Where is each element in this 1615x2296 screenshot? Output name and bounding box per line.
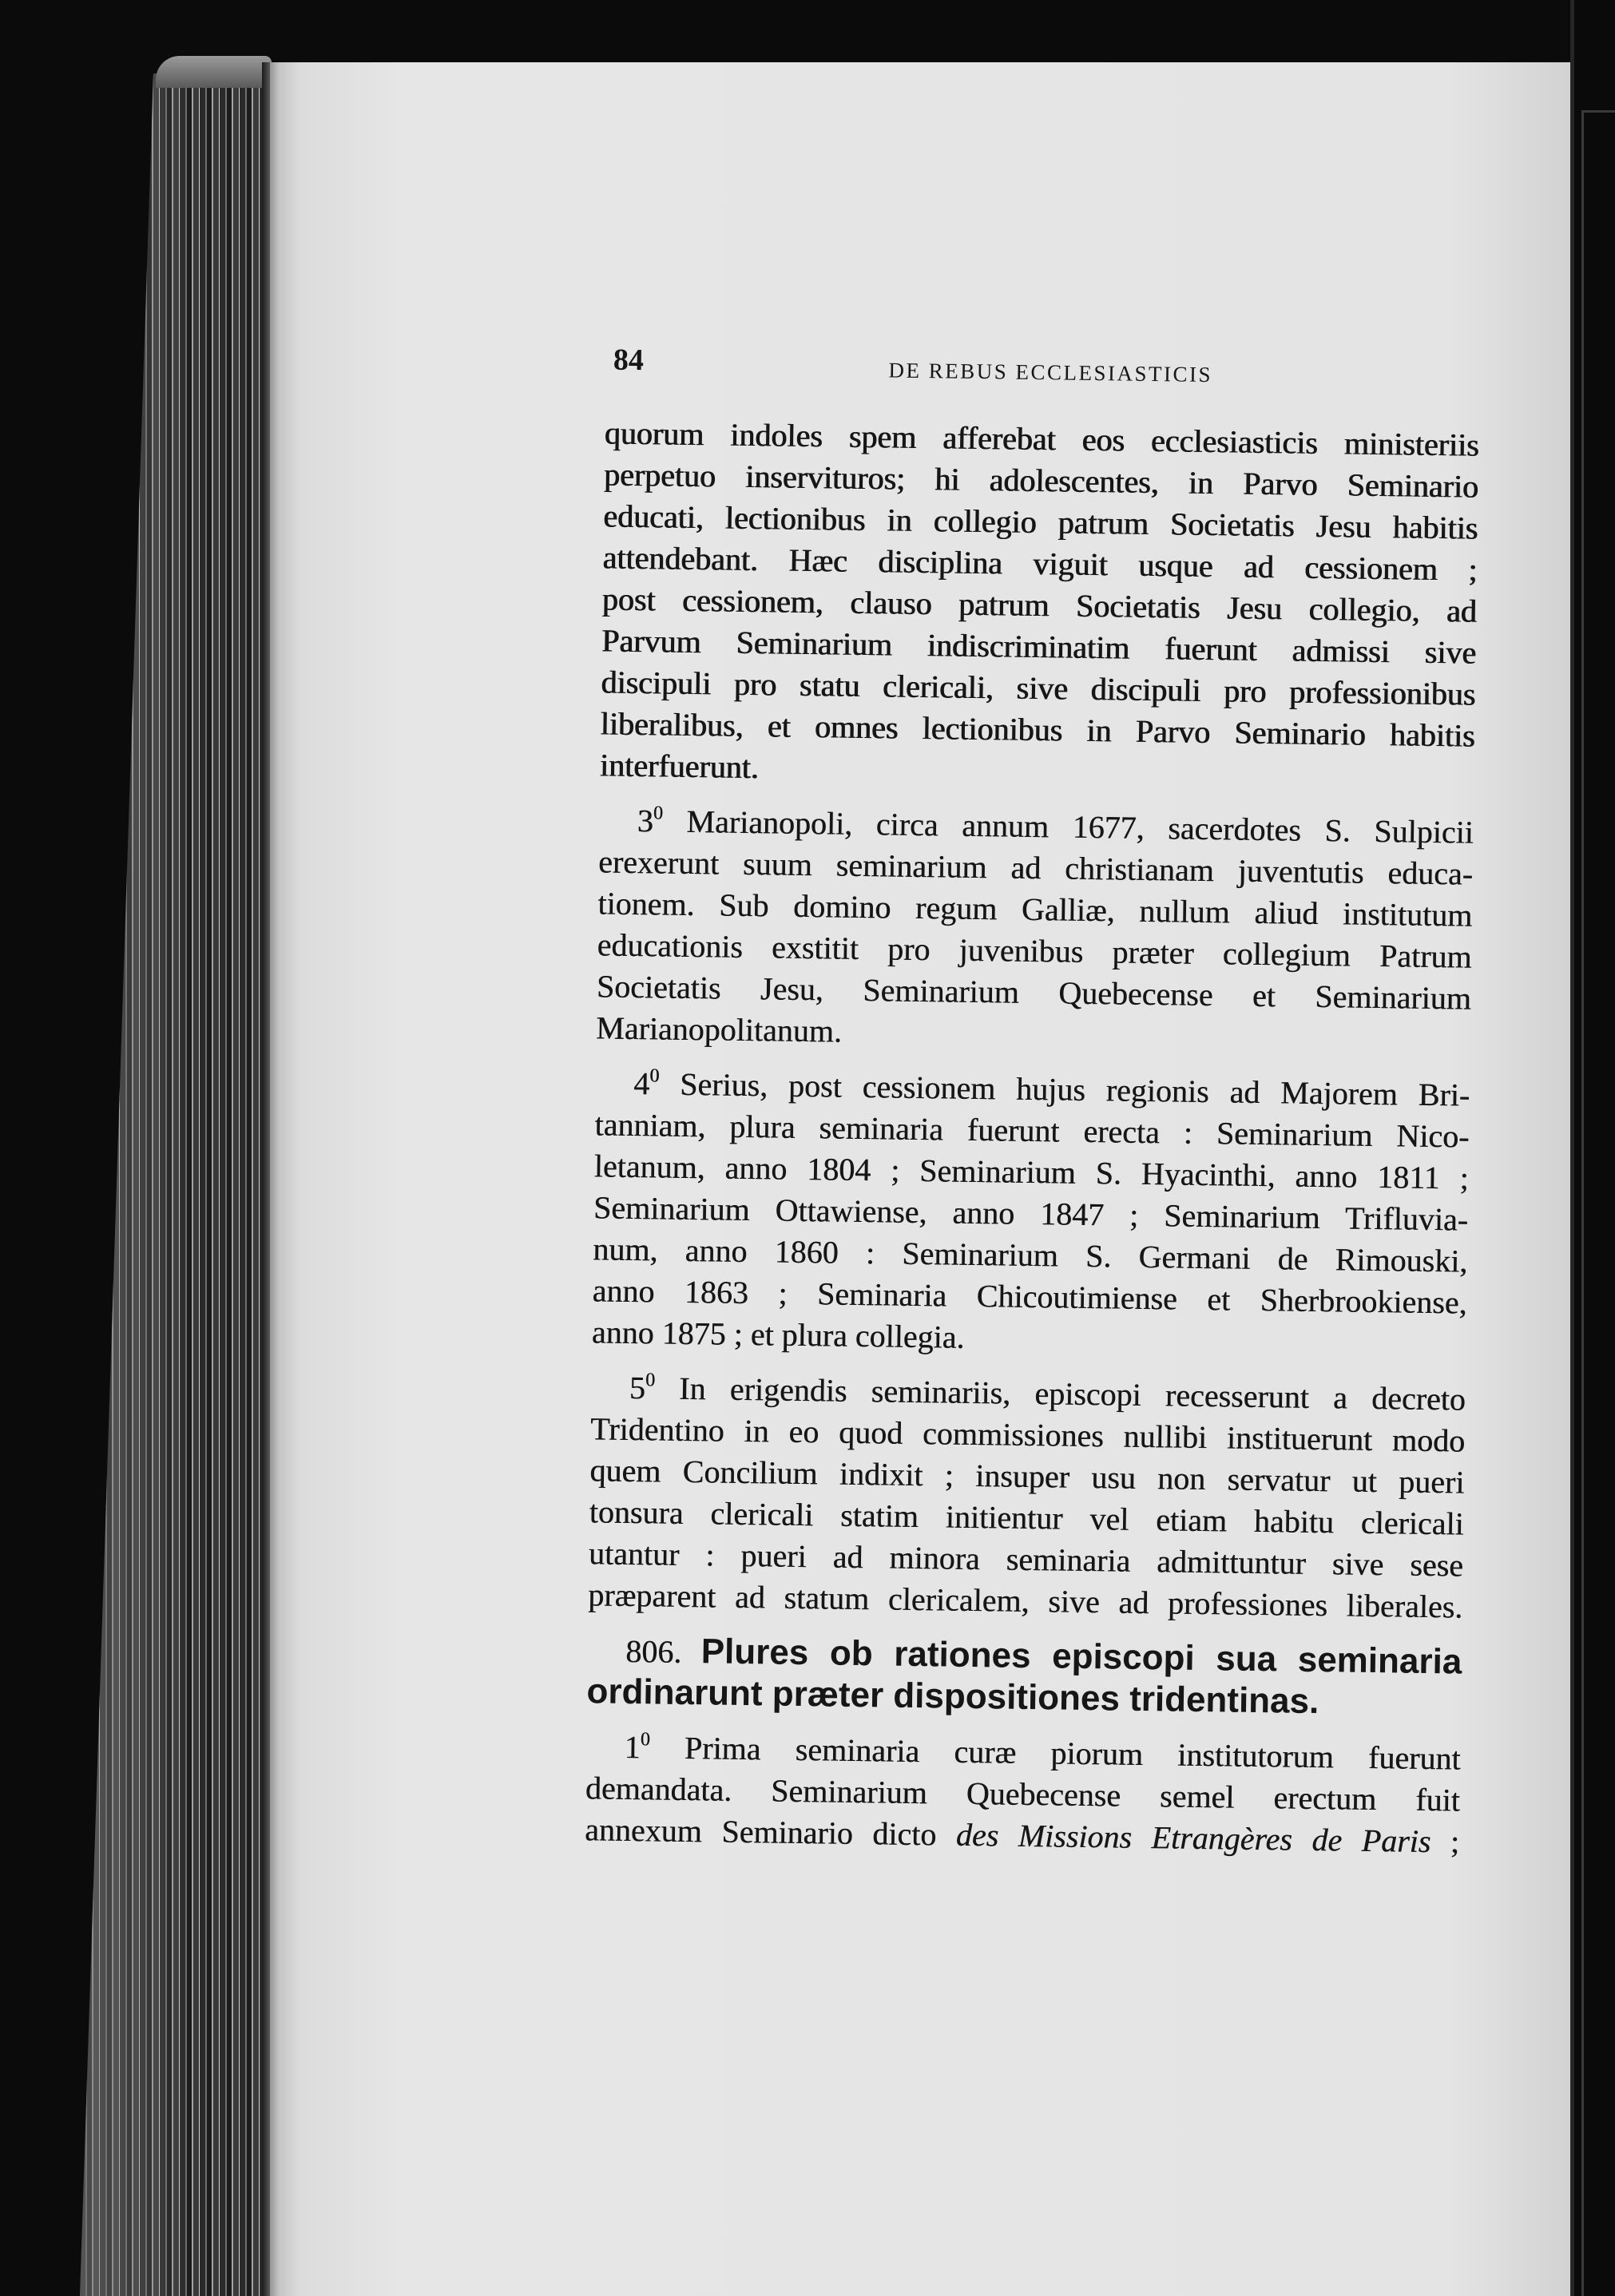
paragraph-806-1 (585, 1726, 1461, 1862)
text-line: tanniam, plura seminaria fuerunt erecta : Seminarium Nico- (594, 1106, 1470, 1155)
paragraph-number-superscript: 0 (640, 1729, 650, 1751)
page-edge-shadow (262, 62, 270, 2296)
text-line: quorum indoles spem afferebat eos ecclesiasticis ministeriis (604, 414, 1479, 463)
text-line: discipuli pro statu clericali, sive discipuli pro professionibus (600, 664, 1476, 712)
paragraph-number: 5 (629, 1369, 646, 1406)
paragraph-number-superscript: 0 (653, 803, 664, 824)
section-title-continued: ordinarunt præter dispositiones tridentinas. (586, 1671, 1319, 1722)
section-title: Plures ob rationes episcopi sua seminaria (700, 1632, 1462, 1682)
text-line: tionem. Sub domino regum Galliæ, nullum aliud institutum (597, 885, 1473, 934)
line-text: Prima seminaria curæ piorum institutorum fuerunt (684, 1729, 1461, 1777)
text-line: quem Concilium indixit ; insuper usu non servatur ut pueri (589, 1452, 1465, 1501)
line-text: ; (1430, 1823, 1460, 1860)
paragraph-number-superscript: 0 (645, 1370, 656, 1391)
line-text: annexum Seminario dicto (584, 1811, 957, 1853)
paragraph-number: 4 (633, 1065, 650, 1102)
text-line: anno 1875 ; et plura collegia. (591, 1314, 965, 1355)
text-line: num, anno 1860 : Seminarium S. Germani de Rimouski, (593, 1231, 1468, 1279)
text-line: Seminarium Ottawiense, anno 1847 ; Seminarium Trifluvia- (593, 1189, 1469, 1238)
book-fore-edge (80, 73, 272, 2296)
book-fore-edge-top (156, 56, 272, 88)
text-line: demandata. Seminarium Quebecense semel erectum fuit (585, 1770, 1461, 1818)
scan-frame-line (1581, 110, 1615, 2296)
text-line: interfuerunt. (599, 747, 759, 786)
text-line: præparent ad statum clericalem, sive ad professiones liberales. (587, 1576, 1463, 1625)
line-text: Marianopoli, circa annum 1677, sacerdotes S. Sulpicii (686, 803, 1474, 851)
paragraph-number-superscript: 0 (649, 1065, 660, 1087)
text-line: Societatis Jesu, Seminarium Quebecense et Seminarium (596, 968, 1472, 1017)
text-line: Tridentino in eo quod commissiones nullibi instituerunt modo (589, 1410, 1466, 1459)
paragraph-5 (588, 1366, 1466, 1628)
text-line: utantur : pueri ad minora seminaria admittuntur sive sese (588, 1535, 1464, 1584)
text-line: erexerunt suum seminarium ad christianam juventutis educa- (597, 843, 1474, 892)
text-line: educati, lectionibus in collegio patrum Societatis Jesu habitis (602, 498, 1478, 546)
paragraph-number: 1 (624, 1728, 641, 1766)
section-heading (586, 1629, 1462, 1724)
text-block (585, 339, 1480, 1862)
paragraph-continued (599, 412, 1478, 798)
paragraph-number: 3 (637, 803, 654, 839)
paragraph-4 (592, 1062, 1470, 1365)
section-number: 806. (625, 1632, 682, 1670)
text-line: tonsura clericali statim initientur vel etiam habitu clericali (589, 1493, 1464, 1542)
page-number: 84 (613, 343, 645, 378)
line-text: Serius, post cessionem hujus regionis ad Majorem Bri- (679, 1065, 1470, 1113)
text-line: anno 1863 ; Seminaria Chicoutimiense et Sherbrookiense, (592, 1272, 1467, 1321)
line-text: In erigendis seminariis, episcopi recesserunt a decreto (678, 1370, 1466, 1418)
paragraph-3 (596, 799, 1474, 1061)
italic-phrase: des Missions Etrangères de Paris (955, 1816, 1431, 1860)
text-line: liberalibus, et omnes lectionibus in Parvo Seminario habitis (600, 705, 1475, 754)
text-line: perpetuo inservituros; hi adolescentes, in Parvo Seminario (603, 456, 1479, 505)
text-line: attendebant. Hæc disciplina viguit usque ad cessionem ; (602, 539, 1478, 588)
text-line: educationis exstitit pro juvenibus præter collegium Patrum (597, 926, 1472, 975)
running-title: DE REBUS ECCLESIASTICIS (888, 358, 1213, 387)
text-line: letanum, anno 1804 ; Seminarium S. Hyacinthi, anno 1811 ; (593, 1148, 1470, 1196)
text-line: Marianopolitanum. (595, 1009, 843, 1049)
text-line: post cessionem, clauso patrum Societatis Jesu collegio, ad (601, 581, 1477, 629)
text-line: Parvum Seminarium indiscriminatim fuerunt admissi sive (601, 622, 1477, 671)
